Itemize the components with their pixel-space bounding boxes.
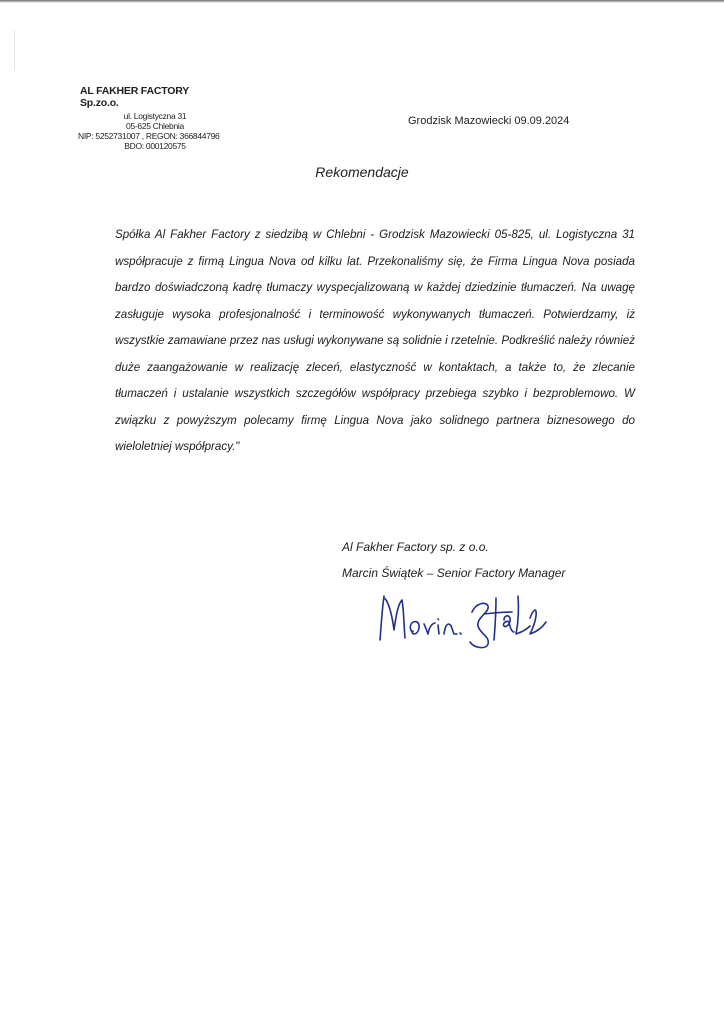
signatory-name-title: Marcin Świątek – Senior Factory Manager [342,566,566,580]
scan-margin-mark [14,30,15,70]
recommendation-body: Spółka Al Fakher Factory z siedzibą w Chlebni - Grodzisk Mazowiecki 05-825, ul. Logistyczna 31 współpracuje z firmą Lingua Nova od kilku lat. Przekonaliśmy się, że Firma Lingua Nova posiada bardzo doświadczoną kadrę tłumaczy wyspecjalizowaną w każdej dziedzinie tłumaczeń. Na uwagę zasługuje wysoka profesjonalność i terminowość wykonywanych tłumaczeń. Potwierdzamy, iż wszystkie zamawiane przez nas usługi wykonywane są solidnie i rzetelnie. Podkreślić należy również duże zaangażowanie w realizację zleceń, elastyczność w kontaktach, a także to, że zlecanie tłumaczeń i ustalanie wszystkich szczegółów współpracy przebiega szybko i bezproblemowo. W związku z powyższym polecamy firmę Lingua Nova jako solidnego partnera biznesowego do wieloletniej współpracy." [115,228,635,453]
stamp-company-name: AL FAKHER FACTORY Sp.zo.o. [80,85,189,109]
document-title: Rekomendacje [315,164,409,180]
signature-company: Al Fakher Factory sp. z o.o. [342,540,489,554]
stamp-street: ul. Logistyczna 31 [123,111,187,121]
stamp-bdo: BDO: 000120575 [124,141,186,151]
scan-top-edge [0,0,724,3]
signature-block [342,534,642,586]
stamp-postal: 05-625 Chlebnia [126,121,184,131]
company-stamp [80,85,230,151]
handwritten-signature [372,588,552,650]
stamp-nip-regon: NIP: 5252731007 , REGON: 366844796 [78,131,220,141]
place-and-date: Grodzisk Mazowiecki 09.09.2024 [408,115,570,127]
